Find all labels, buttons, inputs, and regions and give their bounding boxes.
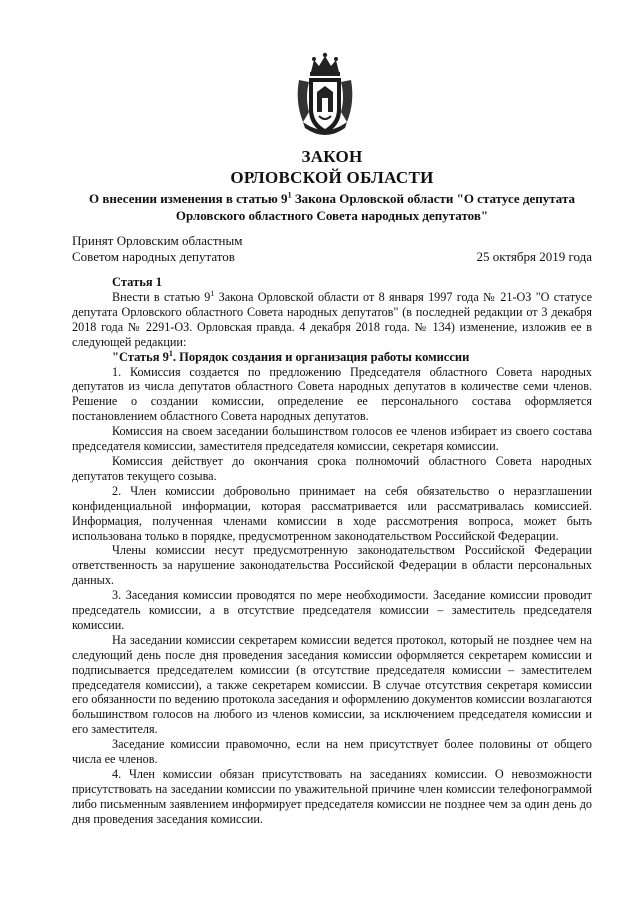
law-title-line1: ЗАКОН xyxy=(301,147,363,166)
adopted-line1: Принят Орловским областным xyxy=(72,233,243,248)
article-body xyxy=(72,275,592,827)
article-intro-pre: Внести в статью 9 xyxy=(112,290,211,304)
article-intro-post: Закона Орловской области от 8 января 1997 года № 21-ОЗ "О статусе депутата Орловского областного Совета народных депутатов" (в последней редакции от 3 декабря 2018 года № 2291-ОЗ. Орловская правда. 4 декабря 2018 года. № 134) изменение, изложив ее в следующей редакции: xyxy=(72,290,592,349)
document-page xyxy=(72,0,592,905)
sub-heading-post: . Порядок создания и организация работы комиссии xyxy=(172,349,470,364)
adopted-line2: Советом народных депутатов xyxy=(72,249,235,264)
adopted-row xyxy=(72,249,592,265)
paragraph: Члены комиссии несут предусмотренную законодательством Российской Федерации ответственность за нарушение законодательства Российской Федерации в области персональных данных. xyxy=(72,543,592,588)
subtitle-line1 xyxy=(72,190,592,207)
subtitle-line1-post: Закона Орловской области "О статусе депутата xyxy=(291,191,576,206)
article-heading: Статья 1 xyxy=(112,275,162,289)
subtitle-line1-pre: О внесении изменения в статью 9 xyxy=(88,191,288,206)
subtitle-line2: Орловского областного Совета народных депутатов" xyxy=(175,208,489,223)
paragraph: 4. Член комиссии обязан присутствовать на заседаниях комиссии. О невозможности присутствовать на заседании комиссии по уважительной причине член комиссии телефонограммой либо письменным заявлением информирует председателя комиссии не позднее чем за один день до дня проведения заседания комиссии. xyxy=(72,767,592,826)
coat-of-arms-icon xyxy=(295,52,355,138)
article-intro xyxy=(72,290,592,350)
adoption-block xyxy=(72,233,592,265)
sub-heading-pre: "Статья 9 xyxy=(112,349,169,364)
article-intro-sup: 1 xyxy=(210,288,215,298)
sub-heading-sup: 1 xyxy=(168,348,173,358)
adoption-date: 25 октября 2019 года xyxy=(476,249,592,264)
paragraph: 1. Комиссия создается по предложению Председателя областного Совета народных депутатов из числа депутатов областного Совета народных депутатов в количестве семи членов. Решение о создании комиссии, определение ее персонального состава оформляется постановлением областного Совета народных депутатов. xyxy=(72,364,592,424)
law-subtitle xyxy=(72,190,592,224)
paragraph: На заседании комиссии секретарем комиссии ведется протокол, который не позднее чем на следующий день после дня проведения заседания комиссии оформляется секретарем комиссии и подписывается председателем комиссии (в отсутствие председателя комиссии – заместителем председателя комиссии), а также секретарем комиссии. В случае отсутствия секретаря комиссии его обязанности по ведению протокола заседания и оформлению документов комиссии возлагаются большинством голосов на любого из членов комиссии, за исключением председателя комиссии и его заместителя. xyxy=(72,632,592,737)
paragraph: Заседание комиссии правомочно, если на нем присутствует более половины от общего числа ее членов. xyxy=(72,737,592,767)
paragraph: 2. Член комиссии добровольно принимает на себя обязательство о неразглашении конфиденциальной информации, которая рассматривается или рассматривалась комиссией. Информация, полученная членами комиссии в ходе рассмотрения вопроса, может быть использована только в порядке, предусмотренном законодательством Российской Федерации. xyxy=(72,483,592,543)
paragraph: Комиссия действует до окончания срока полномочий областного Совета народных депутатов текущего созыва. xyxy=(72,453,592,483)
law-title xyxy=(72,146,592,188)
paragraph: 3. Заседания комиссии проводятся по мере необходимости. Заседание комиссии проводит председатель комиссии, а в отсутствие председателя комиссии – заместитель председателя комиссии. xyxy=(72,588,592,632)
sub-article-heading xyxy=(72,350,592,365)
subtitle-line1-sup: 1 xyxy=(287,190,292,200)
law-title-line2: ОРЛОВСКОЙ ОБЛАСТИ xyxy=(230,168,434,187)
paragraph: Комиссия на своем заседании большинством голосов ее членов избирает из своего состава председателя комиссии, заместителя председателя комиссии, секретаря комиссии. xyxy=(72,424,592,454)
